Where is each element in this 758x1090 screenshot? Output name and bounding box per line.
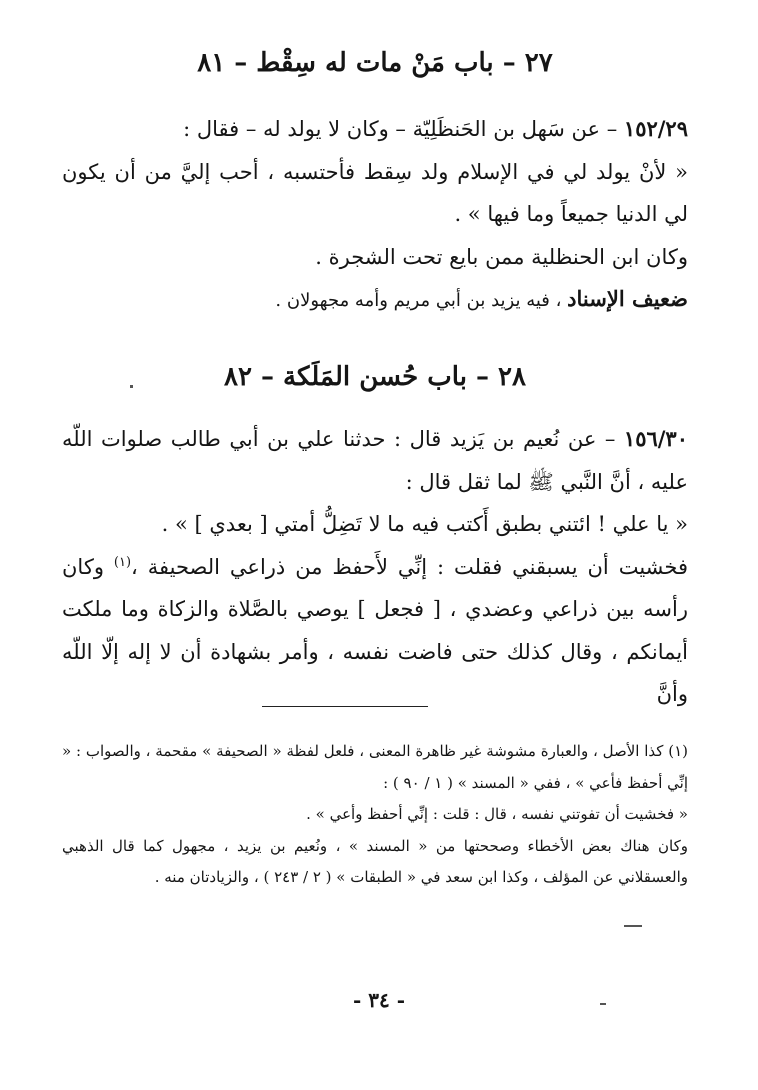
hadith-30-number: ١٥٦/٣٠ (623, 426, 688, 451)
hadith-29-quote: « لأنْ يولد لي في الإسلام ولد سِقط فأحتسبه ، أحب إليَّ من أن يكون لي الدنيا جميعاً وما فيها » . (62, 159, 688, 226)
hadith-30-quote: « يا علي ! ائتني بطبق أَكتب فيه ما لا تَضِلُّ أمتي [ بعدي ] » . (161, 512, 688, 536)
hadith-29-intro: ١٥٢/٢٩ – عن سَهل بن الحَنظَلِيّة – وكان لا يولد له – فقال : (183, 116, 688, 141)
hadith-29-note: وكان ابن الحنظلية ممن بايع تحت الشجرة . (315, 244, 688, 269)
chapter-27-title: ٢٧ – باب مَنْ مات له سِقْط – ٨١ (197, 48, 553, 78)
hadith-29-number: ١٥٢/٢٩ (623, 116, 688, 141)
footnote-1-quote: « فخشيت أن تفوتني نفسه ، قال : قلت : إنِّي أحفظ وأعي » . (306, 805, 688, 823)
grade-label: ضعيف الإسناد (567, 286, 688, 311)
footnote-1: (١) كذا الأصل ، والعبارة مشوشة غير ظاهرة المعنى ، فلعل لفظة « الصحيفة » مقحمة ، والصواب : « إنِّي أحفظ فأعي » ، ففي « المسند » ( ١ / ٩٠ ) : (62, 742, 688, 792)
footnote-2: وكان هناك بعض الأخطاء وصححتها من « المسند » ، ونُعيم بن يزيد ، مجهول كما قال الذهبي والعسقلاني عن المؤلف ، وكذا ابن سعد في « الطبقات » ( ٢ / ٢٤٣ ) ، والزيادتان منه . (62, 836, 688, 886)
chapter-28-title: ٢٨ – باب حُسن المَلَكة – ٨٢ (224, 362, 526, 392)
scan-speck (600, 1003, 606, 1005)
chapter-28-body (62, 418, 688, 716)
hadith-30-text: فخشيت أن يسبقني فقلت : إنِّي لأَحفظ من ذراعي الصحيفة ،$^{(١)}$ وكان رأسه بين ذراعي وعضدي ، [ فجعل ] يوصي بالصَّلاة والزكاة وما ملكت أيمانكم ، وقال كذلك حتى فاضت نفسه ، وأمر بشهادة أن لا إله إلّا اللّه وأنَّ (62, 554, 688, 706)
footnote-ref: (١) (113, 554, 132, 570)
hadith-30-intro: ١٥٦/٣٠ – عن نُعيم بن يَزيد قال : حدثنا علي بن أبي طالب صلوات اللّه عليه ، أنَّ النَّبي ﷺ لما ثقل قال : (62, 426, 688, 494)
footnote-divider (262, 706, 428, 707)
page-number: - ٣٤ - (352, 988, 405, 1012)
chapter-27-body (62, 108, 688, 323)
scan-speck (130, 385, 133, 388)
footnotes (62, 736, 688, 894)
grade-text: ، فيه يزيد بن أبي مريم وأمه مجهولان . (275, 290, 568, 311)
hadith-29-grade (62, 278, 688, 323)
scan-speck (624, 925, 642, 927)
